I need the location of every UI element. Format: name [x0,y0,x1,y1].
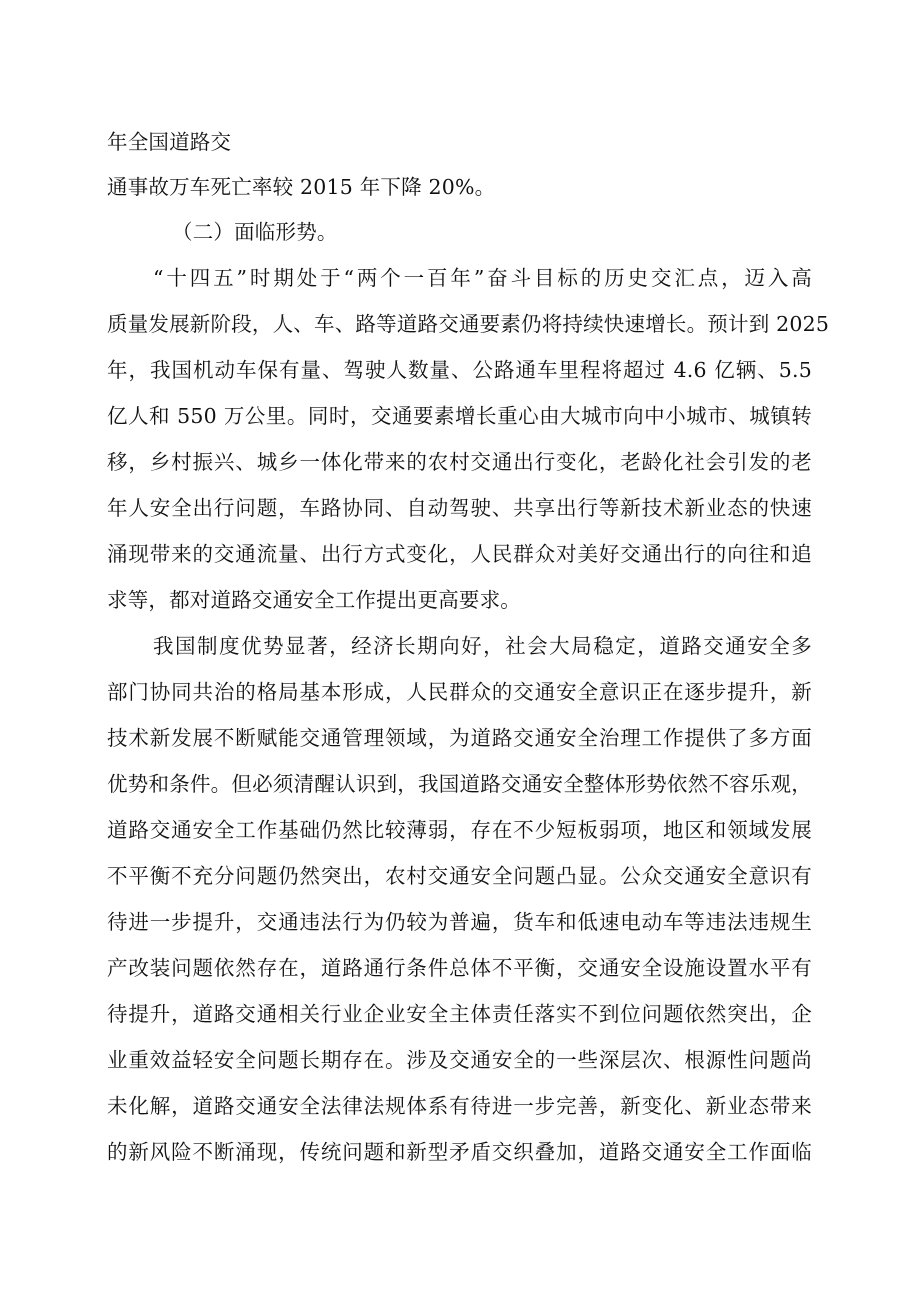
paragraph-1-line: 移，乡村振兴、城乡一体化带来的农村交通出行变化，老龄化社会引发的老 [107,450,812,474]
paragraph-1-line: “十四五”时期处于“两个一百年”奋斗目标的历史交汇点，迈入高 [153,266,812,290]
text-line: 通事故万车死亡率较 2015 年下降 20%。 [107,175,496,199]
paragraph-2-line: 的新风险不断涌现，传统问题和新型矛盾交织叠加，道路交通安全工作面临 [107,1140,812,1164]
text-line: 年全国道路交 [107,130,232,154]
paragraph-1-line: 年人安全出行问题，车路协同、自动驾驶、共享出行等新技术新业态的快速 [107,496,812,520]
paragraph-1-line: 质量发展新阶段，人、车、路等道路交通要素仍将持续快速增长。预计到 2025 [107,312,830,336]
paragraph-2-line: 未化解，道路交通安全法律法规体系有待进一步完善，新变化、新业态带来 [107,1094,812,1118]
section-heading: （二）面临形势。 [172,220,338,244]
paragraph-1-line: 亿人和 550 万公里。同时，交通要素增长重心由大城市向中小城市、城镇转 [107,404,812,428]
paragraph-2-line: 道路交通安全工作基础仍然比较薄弱，存在不少短板弱项，地区和领域发展 [107,818,812,842]
paragraph-2-line: 技术新发展不断赋能交通管理领域，为道路交通安全治理工作提供了多方面 [107,726,812,750]
paragraph-1-line: 涌现带来的交通流量、出行方式变化，人民群众对美好交通出行的向往和追 [107,542,812,566]
paragraph-2-line: 业重效益轻安全问题长期存在。涉及交通安全的一些深层次、根源性问题尚 [107,1048,812,1072]
paragraph-2-line: 我国制度优势显著，经济长期向好，社会大局稳定，道路交通安全多 [153,634,812,658]
paragraph-2-line: 优势和条件。但必须清醒认识到，我国道路交通安全整体形势依然不容乐观， [107,772,812,796]
paragraph-2-line: 产改装问题依然存在，道路通行条件总体不平衡，交通安全设施设置水平有 [107,956,812,980]
paragraph-1-line: 求等，都对道路交通安全工作提出更高要求。 [107,588,521,612]
paragraph-2-line: 待进一步提升，交通违法行为仍较为普遍，货车和低速电动车等违法违规生 [107,910,812,934]
paragraph-2-line: 部门协同共治的格局基本形成，人民群众的交通安全意识正在逐步提升，新 [107,680,812,704]
paragraph-2-line: 不平衡不充分问题仍然突出，农村交通安全问题凸显。公众交通安全意识有 [107,864,812,888]
paragraph-2-line: 待提升，道路交通相关行业企业安全主体责任落实不到位问题依然突出，企 [107,1002,812,1026]
paragraph-1-line: 年，我国机动车保有量、驾驶人数量、公路通车里程将超过 4.6 亿辆、5.5 [107,358,812,382]
